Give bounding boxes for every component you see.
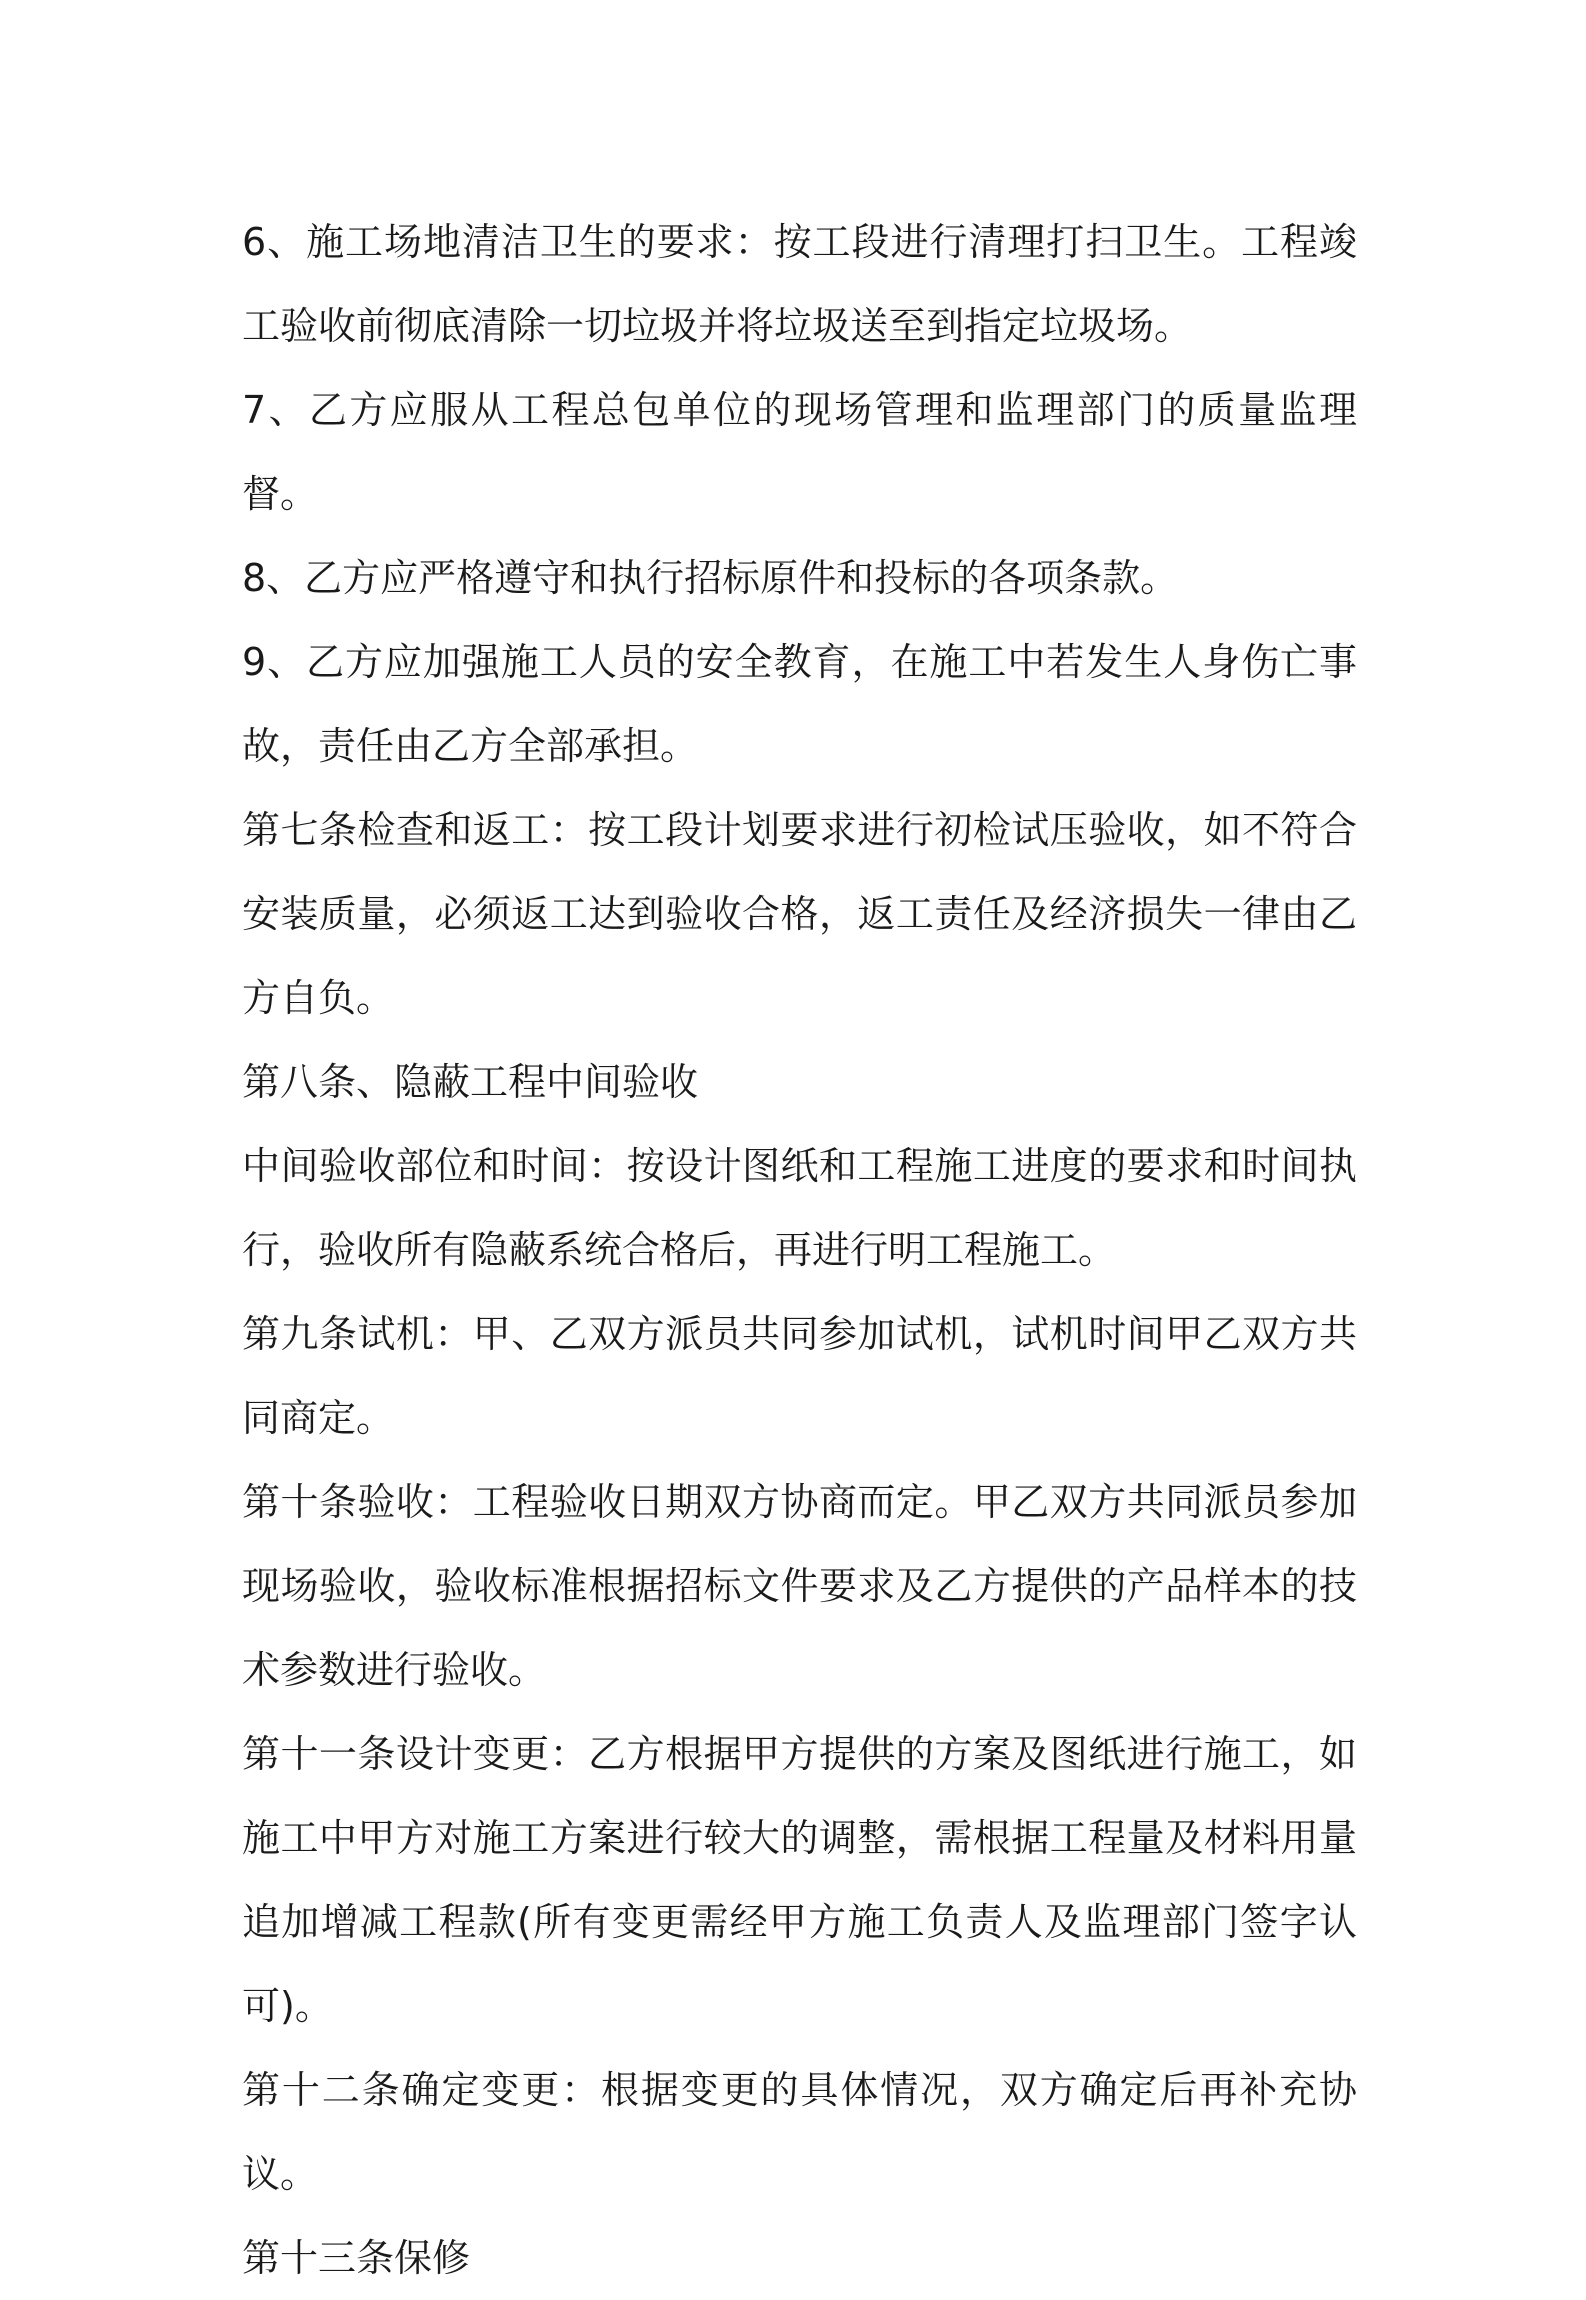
- paragraph-article-13: 第十三条保修: [242, 2236, 471, 2280]
- paragraph-article-9: 第九条试机：甲、乙双方派员共同参加试机，试机时间甲乙双方共同商定。: [242, 1312, 1357, 1440]
- paragraph-article-11: 第十一条设计变更：乙方根据甲方提供的方案及图纸进行施工，如施工中甲方对施工方案进行较大的调整，需根据工程量及材料用量追加增减工程款(所有变更需经甲方施工负责人及监理部门签字认可)。: [242, 1732, 1357, 2028]
- paragraph-article-8-body: 中间验收部位和时间：按设计图纸和工程施工进度的要求和时间执行，验收所有隐蔽系统合格后，再进行明工程施工。: [242, 1144, 1357, 1272]
- paragraph-clause-7: 7、乙方应服从工程总包单位的现场管理和监理部门的质量监理督。: [242, 388, 1357, 516]
- paragraph-article-12: 第十二条确定变更：根据变更的具体情况，双方确定后再补充协议。: [242, 2068, 1357, 2196]
- paragraph-clause-9: 9、乙方应加强施工人员的安全教育，在施工中若发生人身伤亡事故，责任由乙方全部承担。: [242, 640, 1357, 768]
- paragraph-article-7: 第七条检查和返工：按工段计划要求进行初检试压验收，如不符合安装质量，必须返工达到验收合格，返工责任及经济损失一律由乙方自负。: [242, 808, 1357, 1020]
- paragraph-article-10: 第十条验收：工程验收日期双方协商而定。甲乙双方共同派员参加现场验收，验收标准根据招标文件要求及乙方提供的产品样本的技术参数进行验收。: [242, 1480, 1357, 1692]
- paragraph-article-8-heading: 第八条、隐蔽工程中间验收: [242, 1060, 699, 1104]
- document-body: [242, 200, 1357, 2300]
- paragraph-clause-8: 8、乙方应严格遵守和执行招标原件和投标的各项条款。: [242, 556, 1179, 600]
- paragraph-clause-6: 6、施工场地清洁卫生的要求：按工段进行清理打扫卫生。工程竣工验收前彻底清除一切垃圾并将垃圾送至到指定垃圾场。: [242, 220, 1357, 348]
